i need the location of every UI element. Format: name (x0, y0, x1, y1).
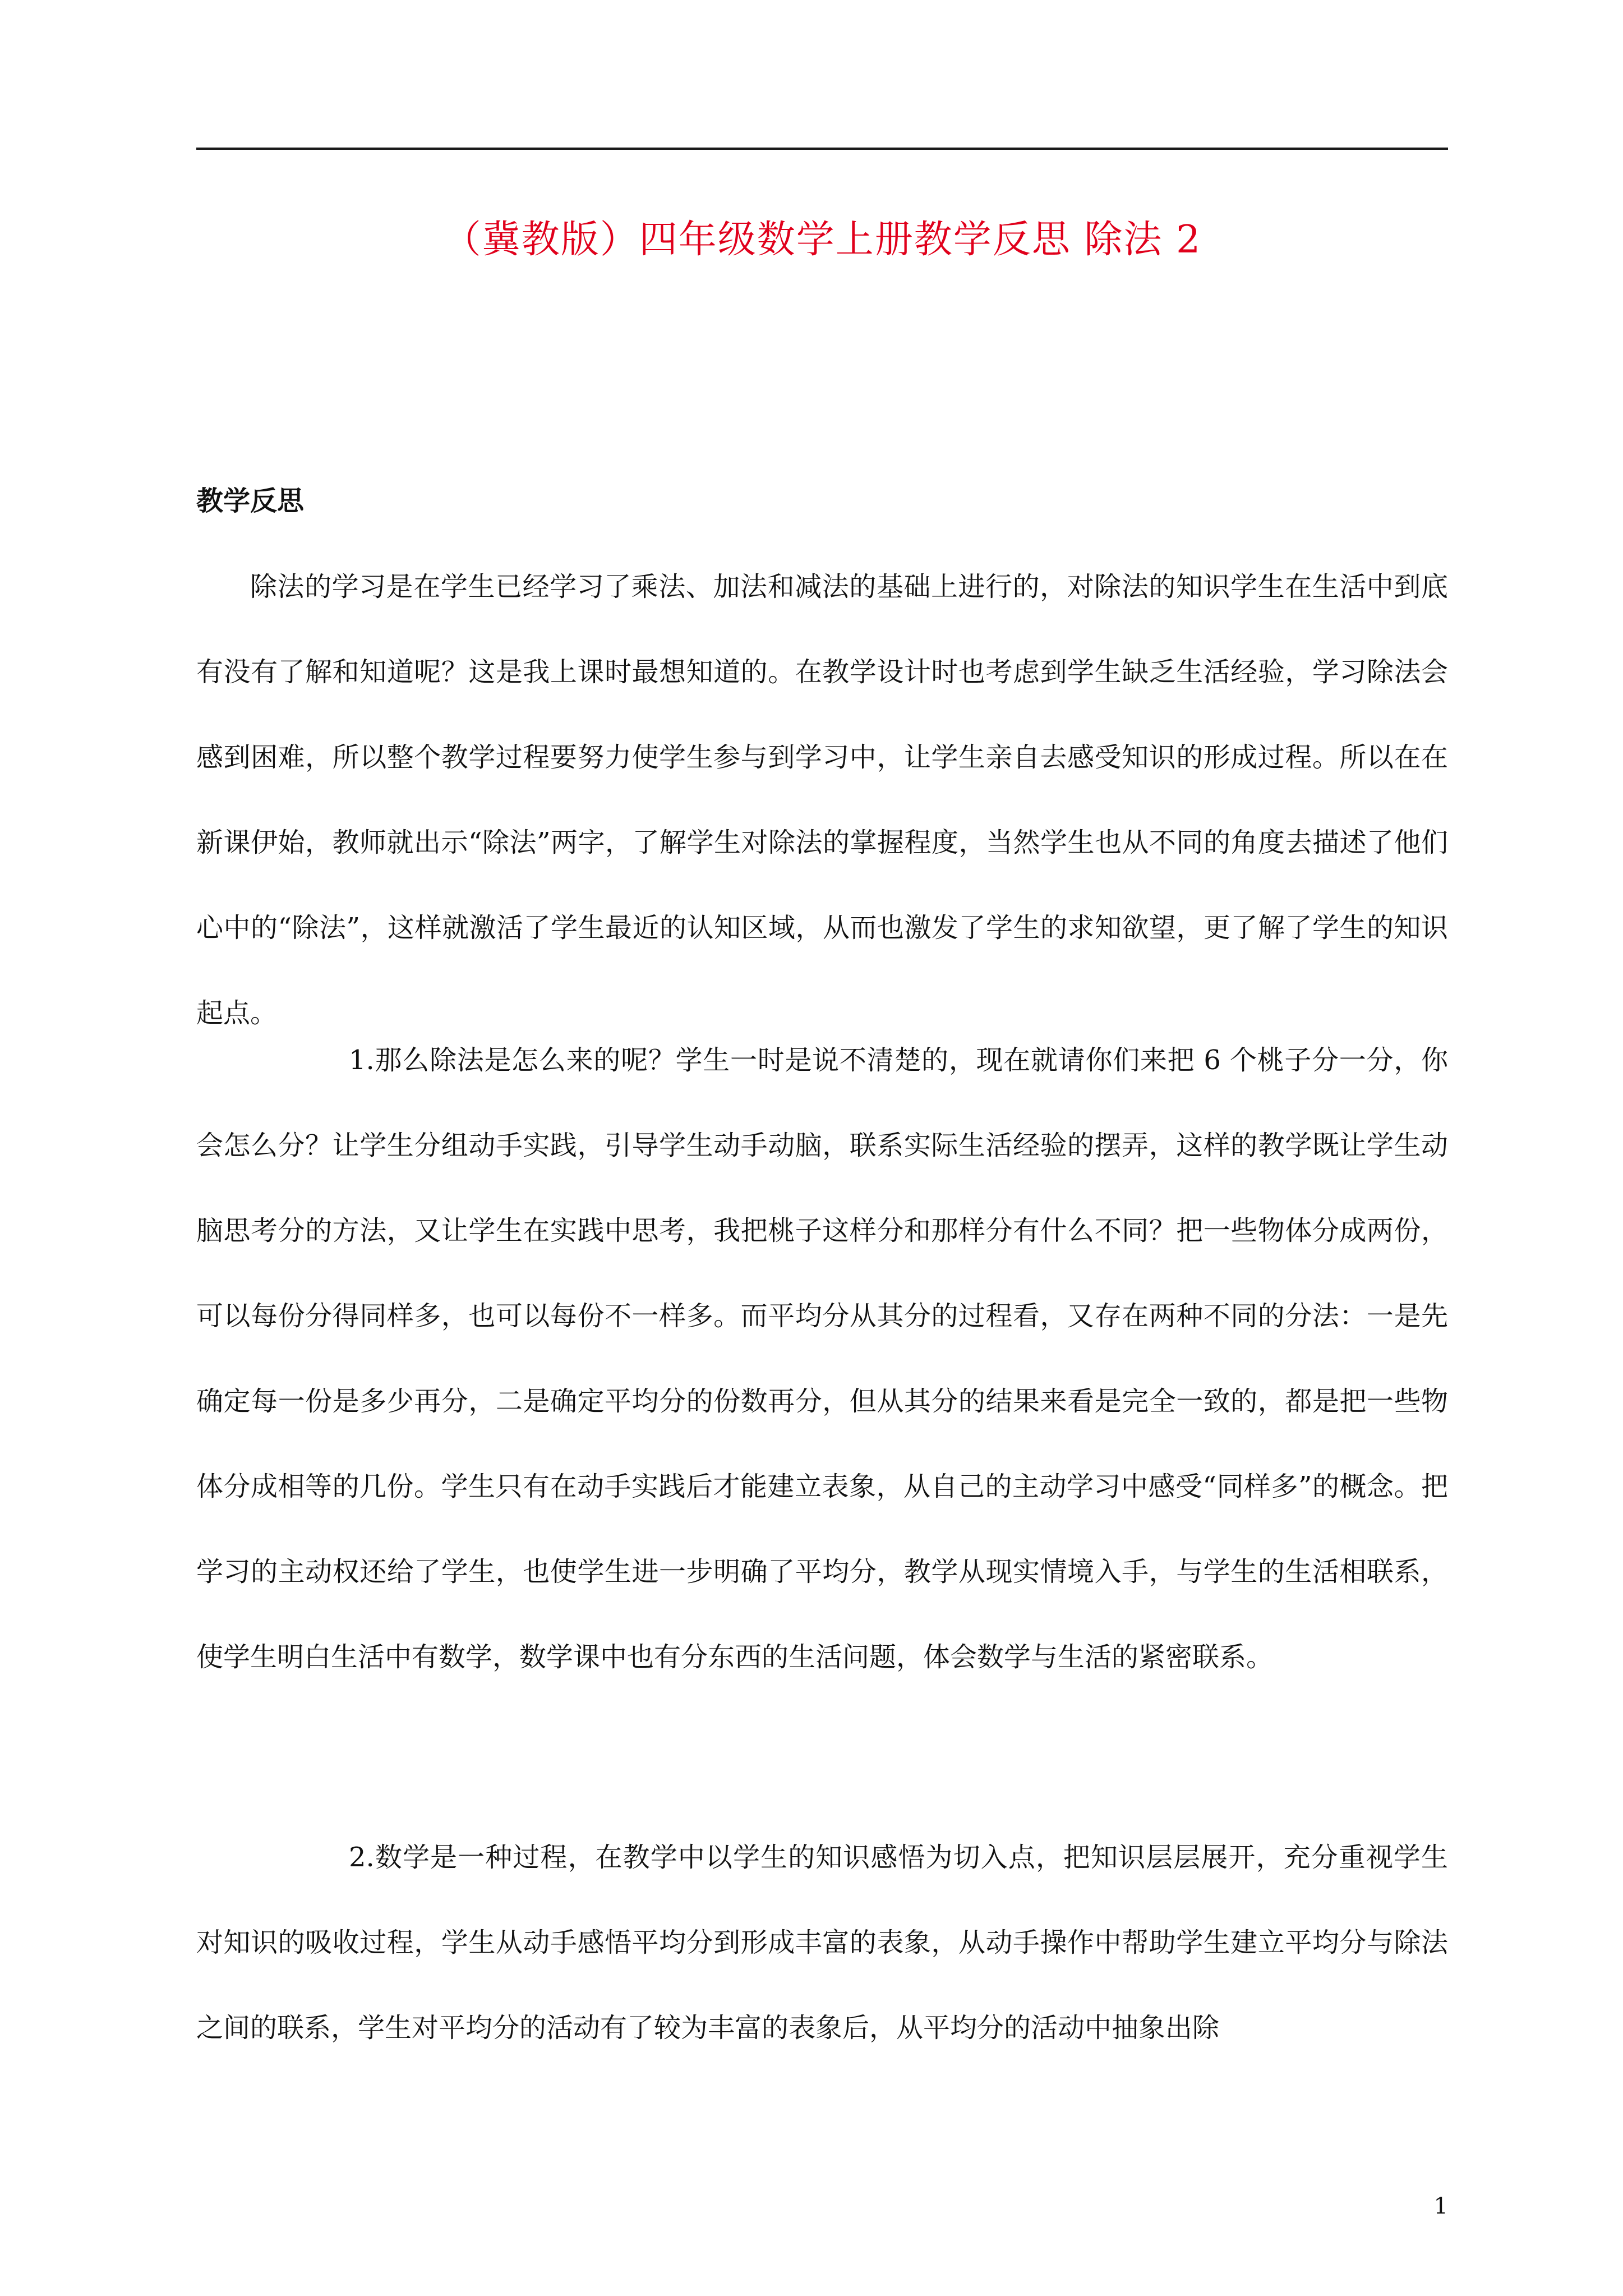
paragraph-point-2: 2.数学是一种过程，在教学中以学生的知识感悟为切入点，把知识层层展开，充分重视学生对知识的吸收过程，学生从动手感悟平均分到形成丰富的表象，从动手操作中帮助学生建立平均分与除法之间的联系，学生对平均分的活动有了较为丰富的表象后，从平均分的活动中抽象出除 (196, 1842, 1448, 2044)
paragraph-point-1: 1.那么除法是怎么来的呢？学生一时是说不清楚的，现在就请你们来把 6 个桃子分一分，你会怎么分？让学生分组动手实践，引导学生动手动脑，联系实际生活经验的摆弄，这样的教学既让学生动脑思考分的方法，又让学生在实践中思考，我把桃子这样分和那样分有什么不同？把一些物体分成两份，可以每份分得同样多，也可以每份不一样多。而平均分从其分的过程看，又存在两种不同的分法：一是先确定每一份是多少再分，二是确定平均分的份数再分，但从其分的结果来看是完全一致的，都是把一些物体分成相等的几份。学生只有在动手实践后才能建立表象，从自己的主动学习中感受“同样多”的概念。把学习的主动权还给了学生，也使学生进一步明确了平均分，教学从现实情境入手，与学生的生活相联系，使学生明白生活中有数学，数学课中也有分东西的生活问题，体会数学与生活的紧密联系。 (196, 1045, 1448, 1673)
page-number: 1 (1433, 2193, 1448, 2219)
section-heading: 教学反思 (196, 485, 305, 517)
document-title: （冀教版）四年级数学上册教学反思 除法 2 (442, 218, 1202, 262)
paragraph-intro: 除法的学习是在学生已经学习了乘法、加法和减法的基础上进行的，对除法的知识学生在生活中到底有没有了解和知道呢？这是我上课时最想知道的。在教学设计时也考虑到学生缺乏生活经验，学习除法会感到困难，所以整个教学过程要努力使学生参与到学习中，让学生亲自去感受知识的形成过程。所以在在新课伊始，教师就出示“除法”两字，了解学生对除法的掌握程度，当然学生也从不同的角度去描述了他们心中的“除法”，这样就激活了学生最近的认知区域，从而也激发了学生的求知欲望，更了解了学生的知识起点。 (196, 571, 1448, 1029)
header-rule (196, 148, 1448, 150)
